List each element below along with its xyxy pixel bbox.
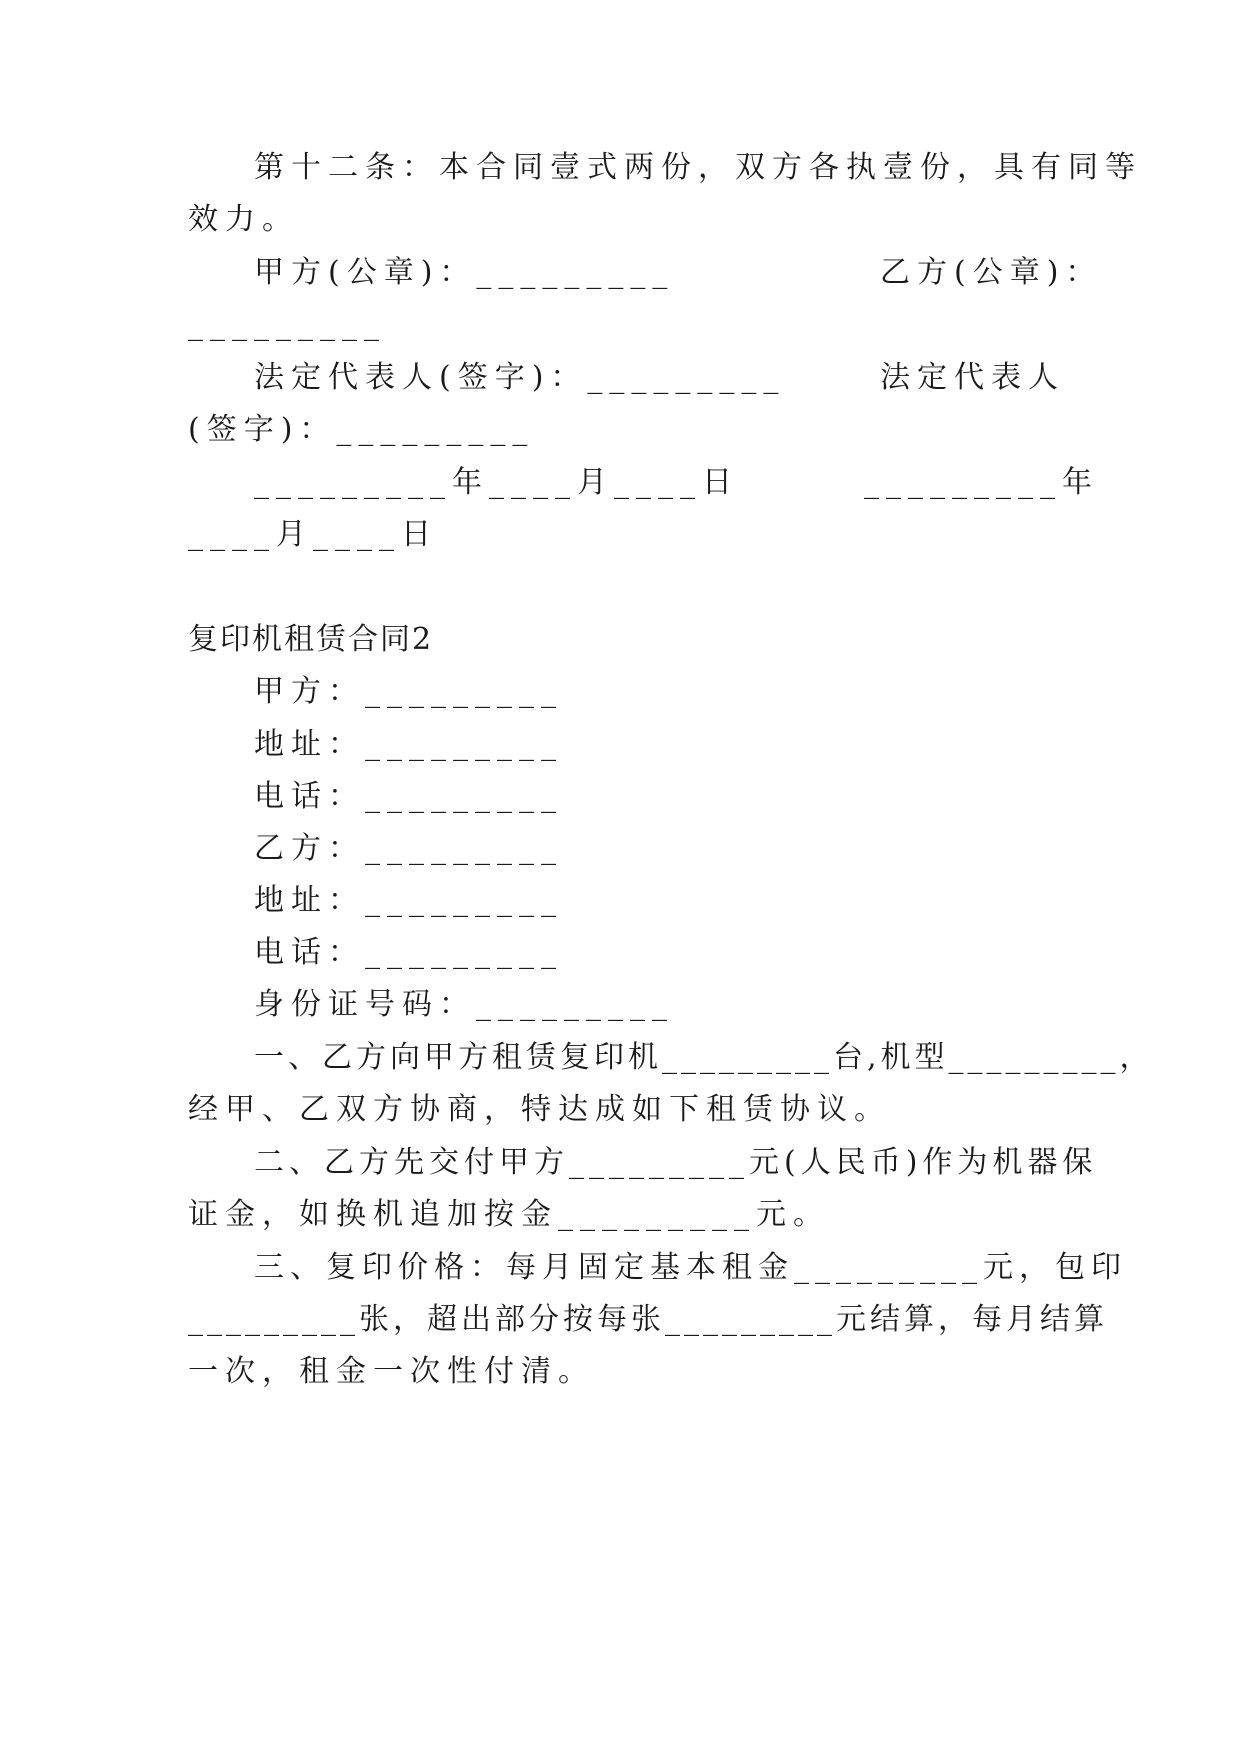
item-2-line-2: 证金，如换机追加按金_________元。 [188,1197,830,1232]
item-2-line-1: 二、乙方先交付甲方_________元(人民币)作为机器保 [254,1145,1098,1180]
id-number-field: 身份证号码：_________ [254,987,674,1022]
party-b-representative-signature: (签字)：_________ [188,412,535,447]
party-a-field: 甲方：_________ [254,674,563,709]
party-b-seal-blank: _________ [188,307,386,342]
clause-12-line-2: 效力。 [188,202,299,237]
clause-12-line-1: 第十二条：本合同壹式两份，双方各执壹份，具有同等 [254,150,1142,185]
party-a-representative-line: 法定代表人(签字)：_________ [254,360,786,395]
phone-b-field: 电话：_________ [254,935,563,970]
party-b-date-year: _________年 [864,465,1099,500]
party-b-date-month-day: ____月____日 [188,517,438,552]
item-3-line-3: 一次，租金一次性付清。 [188,1354,595,1389]
party-a-seal-line: 甲方(公章)：_________ [254,255,675,290]
party-b-field: 乙方：_________ [254,831,563,866]
address-b-field: 地址：_________ [254,883,563,918]
item-1-line-1: 一、乙方向甲方租赁复印机_________台,机型_________， [254,1040,1154,1075]
item-3-line-2: _________张，超出部分按每张_________元结算，每月结算 [188,1302,1108,1337]
party-b-seal-label: 乙方(公章)： [880,255,1103,290]
address-a-field: 地址：_________ [254,727,563,762]
party-b-representative-label: 法定代表人 [880,360,1065,395]
item-3-line-1: 三、复印价格：每月固定基本租金_________元，包印 [254,1250,1127,1285]
party-a-date-line: _________年____月____日 [254,465,739,500]
item-1-line-2: 经甲、乙双方协商，特达成如下租赁协议。 [188,1092,891,1127]
contract-2-title: 复印机租赁合同2 [188,622,434,657]
phone-a-field: 电话：_________ [254,779,563,814]
